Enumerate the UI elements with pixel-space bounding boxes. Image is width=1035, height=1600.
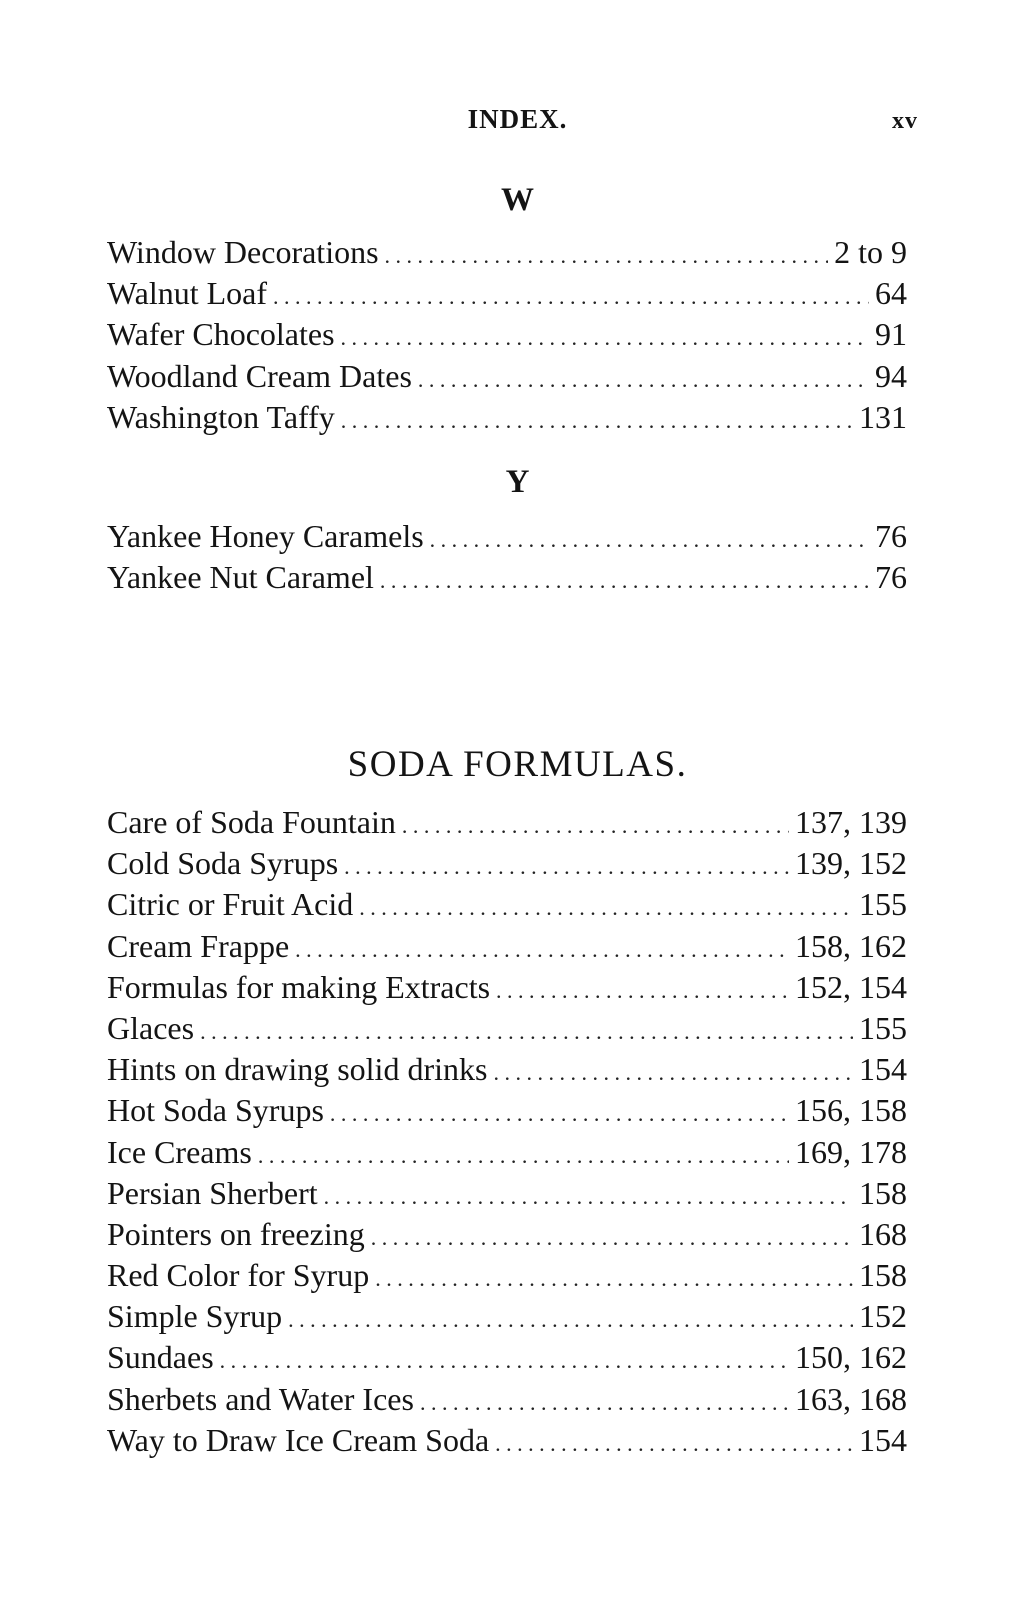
entry-pages: 152 [859, 1298, 907, 1335]
entry-name: Woodland Cream Dates [107, 357, 412, 394]
entry-pages: 154 [859, 1051, 907, 1088]
index-entry [107, 356, 907, 397]
dot-leader [496, 970, 789, 1008]
entry-name: Simple Syrup [107, 1298, 283, 1335]
dot-leader [402, 805, 789, 843]
entry-pages: 64 [875, 275, 907, 312]
page-number: xv [892, 108, 918, 134]
dot-leader [344, 846, 789, 884]
dot-leader [418, 359, 869, 397]
dot-leader [380, 560, 869, 598]
dot-leader [420, 1382, 789, 1420]
dot-leader [330, 1093, 789, 1131]
entry-pages: 150, 162 [795, 1339, 907, 1376]
dot-leader [295, 929, 789, 967]
index-entry [107, 967, 907, 1008]
dot-leader [324, 1176, 853, 1214]
entry-name: Yankee Honey Caramels [107, 518, 424, 554]
entry-name: Ice Creams [107, 1133, 252, 1170]
running-head [0, 104, 1035, 144]
index-entry [107, 1255, 907, 1296]
entry-pages: 155 [859, 1009, 907, 1046]
entry-name: Cold Soda Syrups [107, 845, 339, 882]
entry-name: Walnut Loaf [107, 275, 268, 312]
index-entry [107, 557, 907, 598]
entry-name: Washington Taffy [107, 398, 335, 435]
dot-leader [359, 887, 853, 925]
entry-pages: 139, 152 [795, 845, 907, 882]
entry-name: Yankee Nut Caramel [107, 559, 374, 596]
index-entry [107, 516, 907, 557]
entry-name: Glaces [107, 1009, 195, 1046]
entry-pages: 131 [859, 398, 907, 435]
index-list-w [107, 232, 907, 438]
entry-name: Wafer Chocolates [107, 316, 335, 353]
section-heading-y: Y [505, 464, 530, 500]
dot-leader [495, 1423, 853, 1461]
entry-name: Persian Sherbert [107, 1174, 318, 1211]
index-entry [107, 1379, 907, 1420]
entry-pages: 76 [875, 518, 907, 554]
entry-pages: 163, 168 [795, 1380, 907, 1417]
entry-pages: 2 to 9 [834, 234, 907, 270]
entry-pages: 168 [859, 1215, 907, 1252]
index-entry [107, 884, 907, 925]
entry-pages: 91 [875, 316, 907, 353]
entry-name: Cream Frappe [107, 927, 290, 964]
index-entry [107, 1296, 907, 1337]
entry-pages: 137, 139 [795, 804, 907, 840]
index-entry [107, 1132, 907, 1173]
index-entry [107, 802, 907, 843]
dot-leader [385, 235, 829, 273]
entry-pages: 154 [859, 1421, 907, 1458]
index-entry [107, 273, 907, 314]
dot-leader [375, 1258, 853, 1296]
entry-name: Citric or Fruit Acid [107, 886, 354, 923]
entry-name: Pointers on freezing [107, 1215, 365, 1252]
index-entry [107, 1008, 907, 1049]
index-list-y [107, 516, 907, 598]
index-entry [107, 397, 907, 438]
index-entry [107, 232, 907, 273]
entry-pages: 156, 158 [795, 1092, 907, 1129]
index-entry [107, 1420, 907, 1461]
index-entry [107, 843, 907, 884]
entry-pages: 94 [875, 357, 907, 394]
dot-leader [371, 1217, 853, 1255]
dot-leader [493, 1052, 853, 1090]
section-heading-soda-formulas: SODA FORMULAS. [347, 744, 688, 785]
entry-pages: 152, 154 [795, 968, 907, 1005]
index-entry [107, 1090, 907, 1131]
entry-name: Care of Soda Fountain [107, 804, 396, 840]
entry-name: Sundaes [107, 1339, 214, 1376]
index-entry [107, 1214, 907, 1255]
running-head-title: INDEX. [467, 104, 568, 134]
entry-name: Window Decorations [107, 234, 379, 270]
entry-pages: 158 [859, 1174, 907, 1211]
dot-leader [220, 1340, 789, 1378]
entry-name: Hints on drawing solid drinks [107, 1051, 488, 1088]
entry-name: Formulas for making Extracts [107, 968, 491, 1005]
index-entry [107, 314, 907, 355]
index-entry [107, 1049, 907, 1090]
entry-pages: 155 [859, 886, 907, 923]
dot-leader [258, 1135, 789, 1173]
index-entry [107, 1173, 907, 1214]
entry-pages: 169, 178 [795, 1133, 907, 1170]
dot-leader [341, 317, 869, 355]
dot-leader [341, 400, 853, 438]
entry-name: Hot Soda Syrups [107, 1092, 324, 1129]
section-heading-w: W [501, 182, 534, 218]
dot-leader [273, 276, 869, 314]
entry-name: Way to Draw Ice Cream Soda [107, 1421, 490, 1458]
index-entry [107, 1337, 907, 1378]
entry-pages: 76 [875, 559, 907, 596]
dot-leader [200, 1011, 853, 1049]
entry-pages: 158 [859, 1257, 907, 1294]
index-list-soda-formulas [107, 802, 907, 1461]
entry-pages: 158, 162 [795, 927, 907, 964]
entry-name: Red Color for Syrup [107, 1257, 370, 1294]
dot-leader [430, 519, 869, 557]
entry-name: Sherbets and Water Ices [107, 1380, 414, 1417]
dot-leader [288, 1299, 853, 1337]
index-entry [107, 926, 907, 967]
